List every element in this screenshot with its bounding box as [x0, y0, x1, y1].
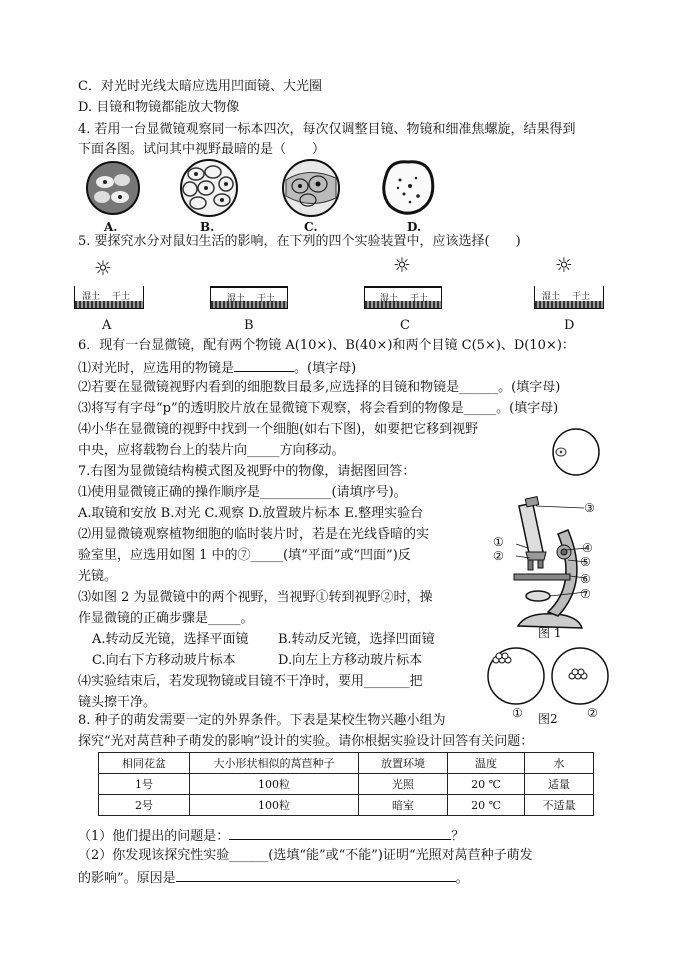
question-7-2-line2: 验室里，应选用如图 1 中的⑦_____(填“平面”或“凹面”)反 [78, 548, 411, 563]
sun-icon: ☼ [555, 253, 573, 277]
apparatus-caption-c: C [400, 318, 410, 333]
dry-soil-label: 干土 [257, 294, 276, 304]
q8-2-end: 。 [455, 871, 469, 886]
box-b [210, 286, 288, 309]
question-7-1: ⑴使用显微镜正确的操作顺序是___________(请填序号)。 [78, 485, 407, 500]
question-7-2-line3: 光镜。 [78, 569, 118, 584]
view-c-image [278, 158, 348, 218]
q7-option-c: C.向右下方移动玻片标本 [92, 653, 236, 668]
field-of-view-image [548, 426, 608, 478]
dry-soil-label: 干土 [572, 292, 591, 302]
box-c [364, 286, 442, 309]
q6-1-text: ⑴对光时，应选用的物镜是 [78, 361, 235, 376]
table-cell: 100粒 [190, 795, 359, 816]
part-label-1: ① [493, 535, 504, 549]
table-cell: 100粒 [190, 774, 359, 795]
view-a-image [80, 160, 150, 218]
answer-blank[interactable] [234, 358, 294, 372]
question-8-line2: 探究“光对莴苣种子萌发的影响”设计的实验。请你根据实验设计回答有关问题： [78, 734, 534, 749]
two-views-figure [484, 644, 612, 710]
table-row [99, 774, 594, 795]
question-7-3-line1: ⑶如图 2 为显微镜中的两个视野，当视野①转到视野②时，操 [78, 590, 433, 605]
question-8-2-line1: （2）你发现该探究性实验______(选填“能”或“不能”)证明“光照对莴苣种子萌发 [78, 848, 533, 863]
question-7: 7.右图为显微镜结构模式图及视野中的物像，请据图回答： [78, 464, 416, 479]
apparatus-caption-b: B [244, 318, 254, 333]
table-row [99, 795, 594, 816]
part-label-5: ⑤ [580, 555, 591, 569]
dry-soil-label: 干土 [410, 294, 429, 304]
question-6-2: ⑵若要在显微镜视野内看到的细胞数目最多,应选择的目镜和物镜是______。(填字母) [78, 380, 561, 395]
question-4-line2: 下面各图。试问其中视野最暗的是（ ） [78, 142, 326, 157]
question-6-1 [78, 358, 356, 378]
table-header: 温度 [448, 753, 525, 774]
table-header-row [99, 753, 594, 774]
table-cell: 光照 [359, 774, 448, 795]
view-1-label: ① [512, 706, 523, 720]
q7-option-d: D.向左上方移动玻片标本 [278, 653, 423, 668]
figure-1-caption: 图 1 [538, 626, 562, 640]
q7-option-b: B.转动反光镜，选择凹面镜 [278, 632, 435, 647]
caption-b: B. [200, 220, 215, 234]
view-b-image [176, 158, 246, 218]
table-header: 大小形状相似的莴苣种子 [190, 753, 359, 774]
apparatus-caption-d: D [564, 318, 575, 333]
table-cell: 适量 [525, 774, 594, 795]
table-cell: 不适量 [525, 795, 594, 816]
question-4-line1: 4. 若用一台显微镜观察同一标本四次，每次仅调整目镜、物镜和细准焦螺旋，结果得到 [78, 122, 576, 137]
question-6-4-line1: ⑷小华在显微镜的视野中找到一个细胞(如右下图)，如要把它移到视野 [78, 422, 479, 437]
question-7-2-line1: ⑵用显微镜观察植物细胞的临时装片时，若是在光线昏暗的实 [78, 527, 430, 542]
caption-a: A. [104, 220, 118, 234]
figure-2-caption: 图2 [538, 712, 558, 726]
view-2-label: ② [587, 706, 598, 720]
part-label-2: ② [493, 549, 504, 563]
question-5: 5. 要探究水分对鼠妇生活的影响，在下列的四个实验装置中，应该选择( ) [78, 234, 521, 249]
question-6: 6．现有一台显微镜，配有两个物镜 A(10×)、B(40×)和两个目镜 C(5×)、D(10×)： [78, 338, 575, 353]
table-cell: 暗室 [359, 795, 448, 816]
wet-soil-label: 湿土 [227, 294, 246, 304]
table-cell: 20 ℃ [448, 795, 525, 816]
question-8-1 [78, 826, 464, 846]
question-7-1-options: A.取镜和安放 B.对光 C.观察 D.放置玻片标本 E.整理实验台 [78, 506, 424, 521]
sun-icon: ☼ [94, 256, 112, 280]
view-d-image [376, 156, 440, 218]
dry-soil-label: 干土 [112, 292, 131, 302]
table-cell: 20 ℃ [448, 774, 525, 795]
wet-soil-label: 湿土 [380, 294, 399, 304]
question-7-3-line2: 作显微镜的正确步骤是_____。 [78, 611, 254, 626]
q8-1-text: （1）他们提出的问题是： [78, 829, 230, 844]
part-label-4: ④ [582, 541, 593, 555]
apparatus-caption-a: A [102, 318, 112, 333]
question-6-4-line2: 中央，应将载物台上的装片向_____方向移动。 [78, 443, 345, 458]
option-c: C．对光时光线太暗应选用凹面镜、大光圈 [78, 79, 322, 94]
q6-1-end: 。(填字母) [294, 361, 357, 376]
experiment-table [98, 752, 594, 816]
sun-icon: ☼ [393, 253, 411, 277]
wet-soil-label: 湿土 [82, 292, 101, 302]
table-header: 水 [525, 753, 594, 774]
caption-c: C. [304, 220, 318, 234]
table-header: 放置环境 [359, 753, 448, 774]
caption-d: D. [407, 220, 422, 234]
table-header: 相同花盆 [99, 753, 190, 774]
q8-2-text: 的影响”。原因是 [78, 871, 176, 886]
part-label-6: ⑥ [580, 572, 591, 586]
question-6-3: ⑶将写有字母“p”的透明胶片放在显微镜下观察，将会看到的物像是_____。(填字母) [78, 401, 559, 416]
table-cell: 2号 [99, 795, 190, 816]
part-label-7: ⑦ [580, 587, 591, 601]
question-8-line1: 8. 种子的萌发需要一定的外界条件。下表是某校生物兴趣小组为 [78, 713, 446, 728]
question-8-2-line2 [78, 868, 469, 888]
answer-blank[interactable] [229, 826, 451, 840]
question-7-4-line2: 镜头擦干净。 [78, 695, 157, 710]
table-cell: 1号 [99, 774, 190, 795]
q8-1-end: ？ [451, 829, 465, 844]
part-label-3: ③ [584, 501, 595, 515]
answer-blank[interactable] [176, 868, 456, 882]
question-7-4-line1: ⑷实验结束后，若发现物镜或目镜不干净时，要用_______把 [78, 674, 423, 689]
option-d: D. 目镜和物镜都能放大物像 [78, 100, 240, 115]
wet-soil-label: 湿土 [542, 292, 561, 302]
q7-option-a: A.转动反光镜，选择平面镜 [92, 632, 249, 647]
